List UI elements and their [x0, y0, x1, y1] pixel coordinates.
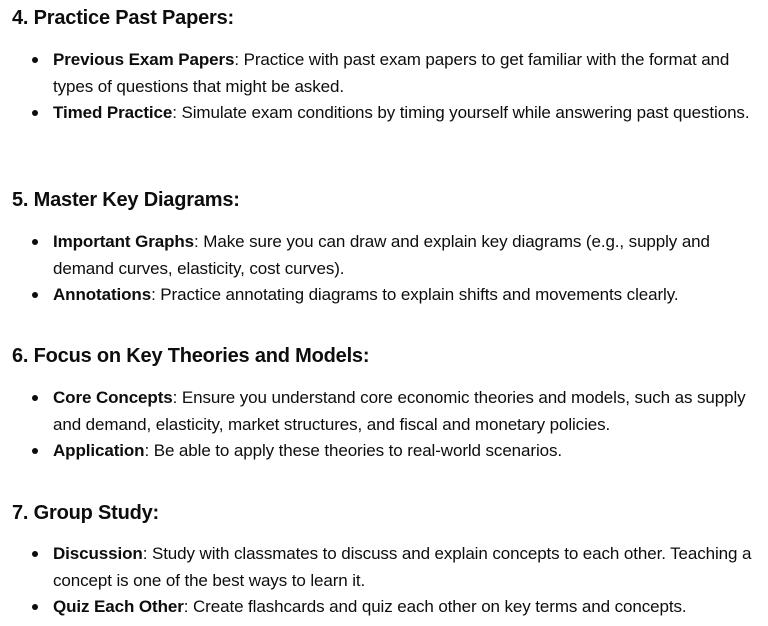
item-term: Previous Exam Papers	[53, 50, 235, 69]
list-item	[0, 594, 768, 621]
bullet-dot-icon	[32, 551, 38, 557]
section-heading: 4. Practice Past Papers:	[12, 7, 234, 29]
bullet-dot-icon	[32, 604, 38, 610]
item-text: : Simulate exam conditions by timing yourself while answering past questions.	[172, 103, 750, 122]
item-text: : Study with classmates to discuss and explain concepts to each other. Teaching a concept is one of the best ways to learn it.	[53, 544, 752, 590]
item-text: : Make sure you can draw and explain key diagrams (e.g., supply and demand curves, elasticity, cost curves).	[53, 232, 710, 278]
list-item	[0, 541, 768, 594]
list-item	[0, 47, 768, 100]
section-heading: 7. Group Study:	[12, 502, 160, 524]
bullet-list	[0, 385, 768, 465]
section-heading: 5. Master Key Diagrams:	[12, 189, 240, 211]
bullet-dot-icon	[32, 239, 38, 245]
section-heading: 6. Focus on Key Theories and Models:	[12, 345, 370, 367]
item-text: : Create flashcards and quiz each other on key terms and concepts.	[183, 597, 687, 616]
bullet-list	[0, 541, 768, 621]
bullet-dot-icon	[32, 57, 38, 63]
list-item	[0, 100, 768, 127]
item-text: : Ensure you understand core economic theories and models, such as supply and demand, elasticity, market structures, and fiscal and monetary policies.	[53, 388, 746, 434]
bullet-list	[0, 47, 768, 127]
item-term: Application	[53, 441, 145, 460]
list-item	[0, 229, 768, 282]
item-term: Timed Practice	[53, 103, 173, 122]
item-text: : Practice with past exam papers to get familiar with the format and types of questions that might be asked.	[53, 50, 730, 96]
bullet-dot-icon	[32, 292, 38, 298]
bullet-list	[0, 229, 768, 309]
list-item	[0, 438, 768, 465]
list-item	[0, 282, 768, 309]
bullet-dot-icon	[32, 448, 38, 454]
item-term: Core Concepts	[53, 388, 173, 407]
item-term: Annotations	[53, 285, 152, 304]
list-item	[0, 385, 768, 438]
bullet-dot-icon	[32, 110, 38, 116]
item-term: Important Graphs	[53, 232, 195, 251]
item-term: Discussion	[53, 544, 143, 563]
item-text: : Practice annotating diagrams to explain shifts and movements clearly.	[151, 285, 679, 304]
item-term: Quiz Each Other	[53, 597, 184, 616]
item-text: : Be able to apply these theories to real-world scenarios.	[144, 441, 563, 460]
bullet-dot-icon	[32, 395, 38, 401]
